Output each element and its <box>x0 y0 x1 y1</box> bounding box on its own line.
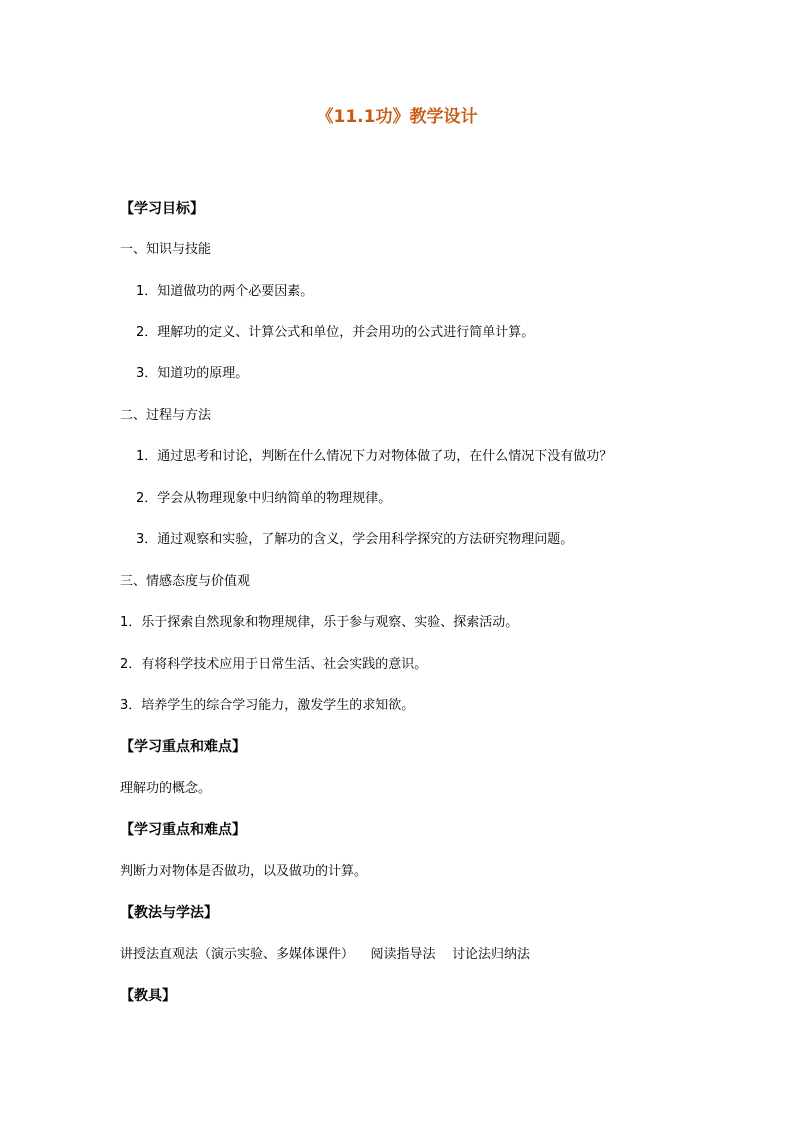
key-points-heading-2: 【学习重点和难点】 <box>120 822 246 838</box>
knowledge-item-3: 3．知道功的原理。 <box>136 366 249 381</box>
tools-heading: 【教具】 <box>120 988 176 1004</box>
process-heading: 二、过程与方法 <box>120 408 212 423</box>
attitude-item-2: 2．有将科学技术应用于日常生活、社会实践的意识。 <box>120 657 428 672</box>
knowledge-item-2: 2．理解功的定义、计算公式和单位，并会用功的公式进行简单计算。 <box>136 325 535 340</box>
methods-heading: 【教法与学法】 <box>120 905 218 921</box>
key-points-heading-1: 【学习重点和难点】 <box>120 739 246 755</box>
knowledge-item-1: 1．知道做功的两个必要因素。 <box>136 284 314 299</box>
methods-text: 讲授法直观法（演示实验、多媒体课件） 阅读指导法 讨论法归纳法 <box>120 947 531 962</box>
process-item-1: 1．通过思考和讨论，判断在什么情况下力对物体做了功，在什么情况下没有做功？ <box>136 449 613 464</box>
document-title: 《11.1功》教学设计 <box>316 107 478 127</box>
key-points-text-1: 理解功的概念。 <box>120 781 212 796</box>
key-points-text-2: 判断力对物体是否做功，以及做功的计算。 <box>120 864 368 879</box>
objectives-heading: 【学习目标】 <box>120 201 204 217</box>
attitude-item-3: 3．培养学生的综合学习能力，激发学生的求知欲。 <box>120 698 415 713</box>
attitude-item-1: 1．乐于探索自然现象和物理规律，乐于参与观察、实验、探索活动。 <box>120 615 519 630</box>
attitude-heading: 三、情感态度与价值观 <box>120 574 251 589</box>
knowledge-heading: 一、知识与技能 <box>120 242 212 257</box>
process-item-2: 2．学会从物理现象中归纳简单的物理规律。 <box>136 491 392 506</box>
process-item-3: 3．通过观察和实验，了解功的含义，学会用科学探究的方法研究物理问题。 <box>136 532 574 547</box>
